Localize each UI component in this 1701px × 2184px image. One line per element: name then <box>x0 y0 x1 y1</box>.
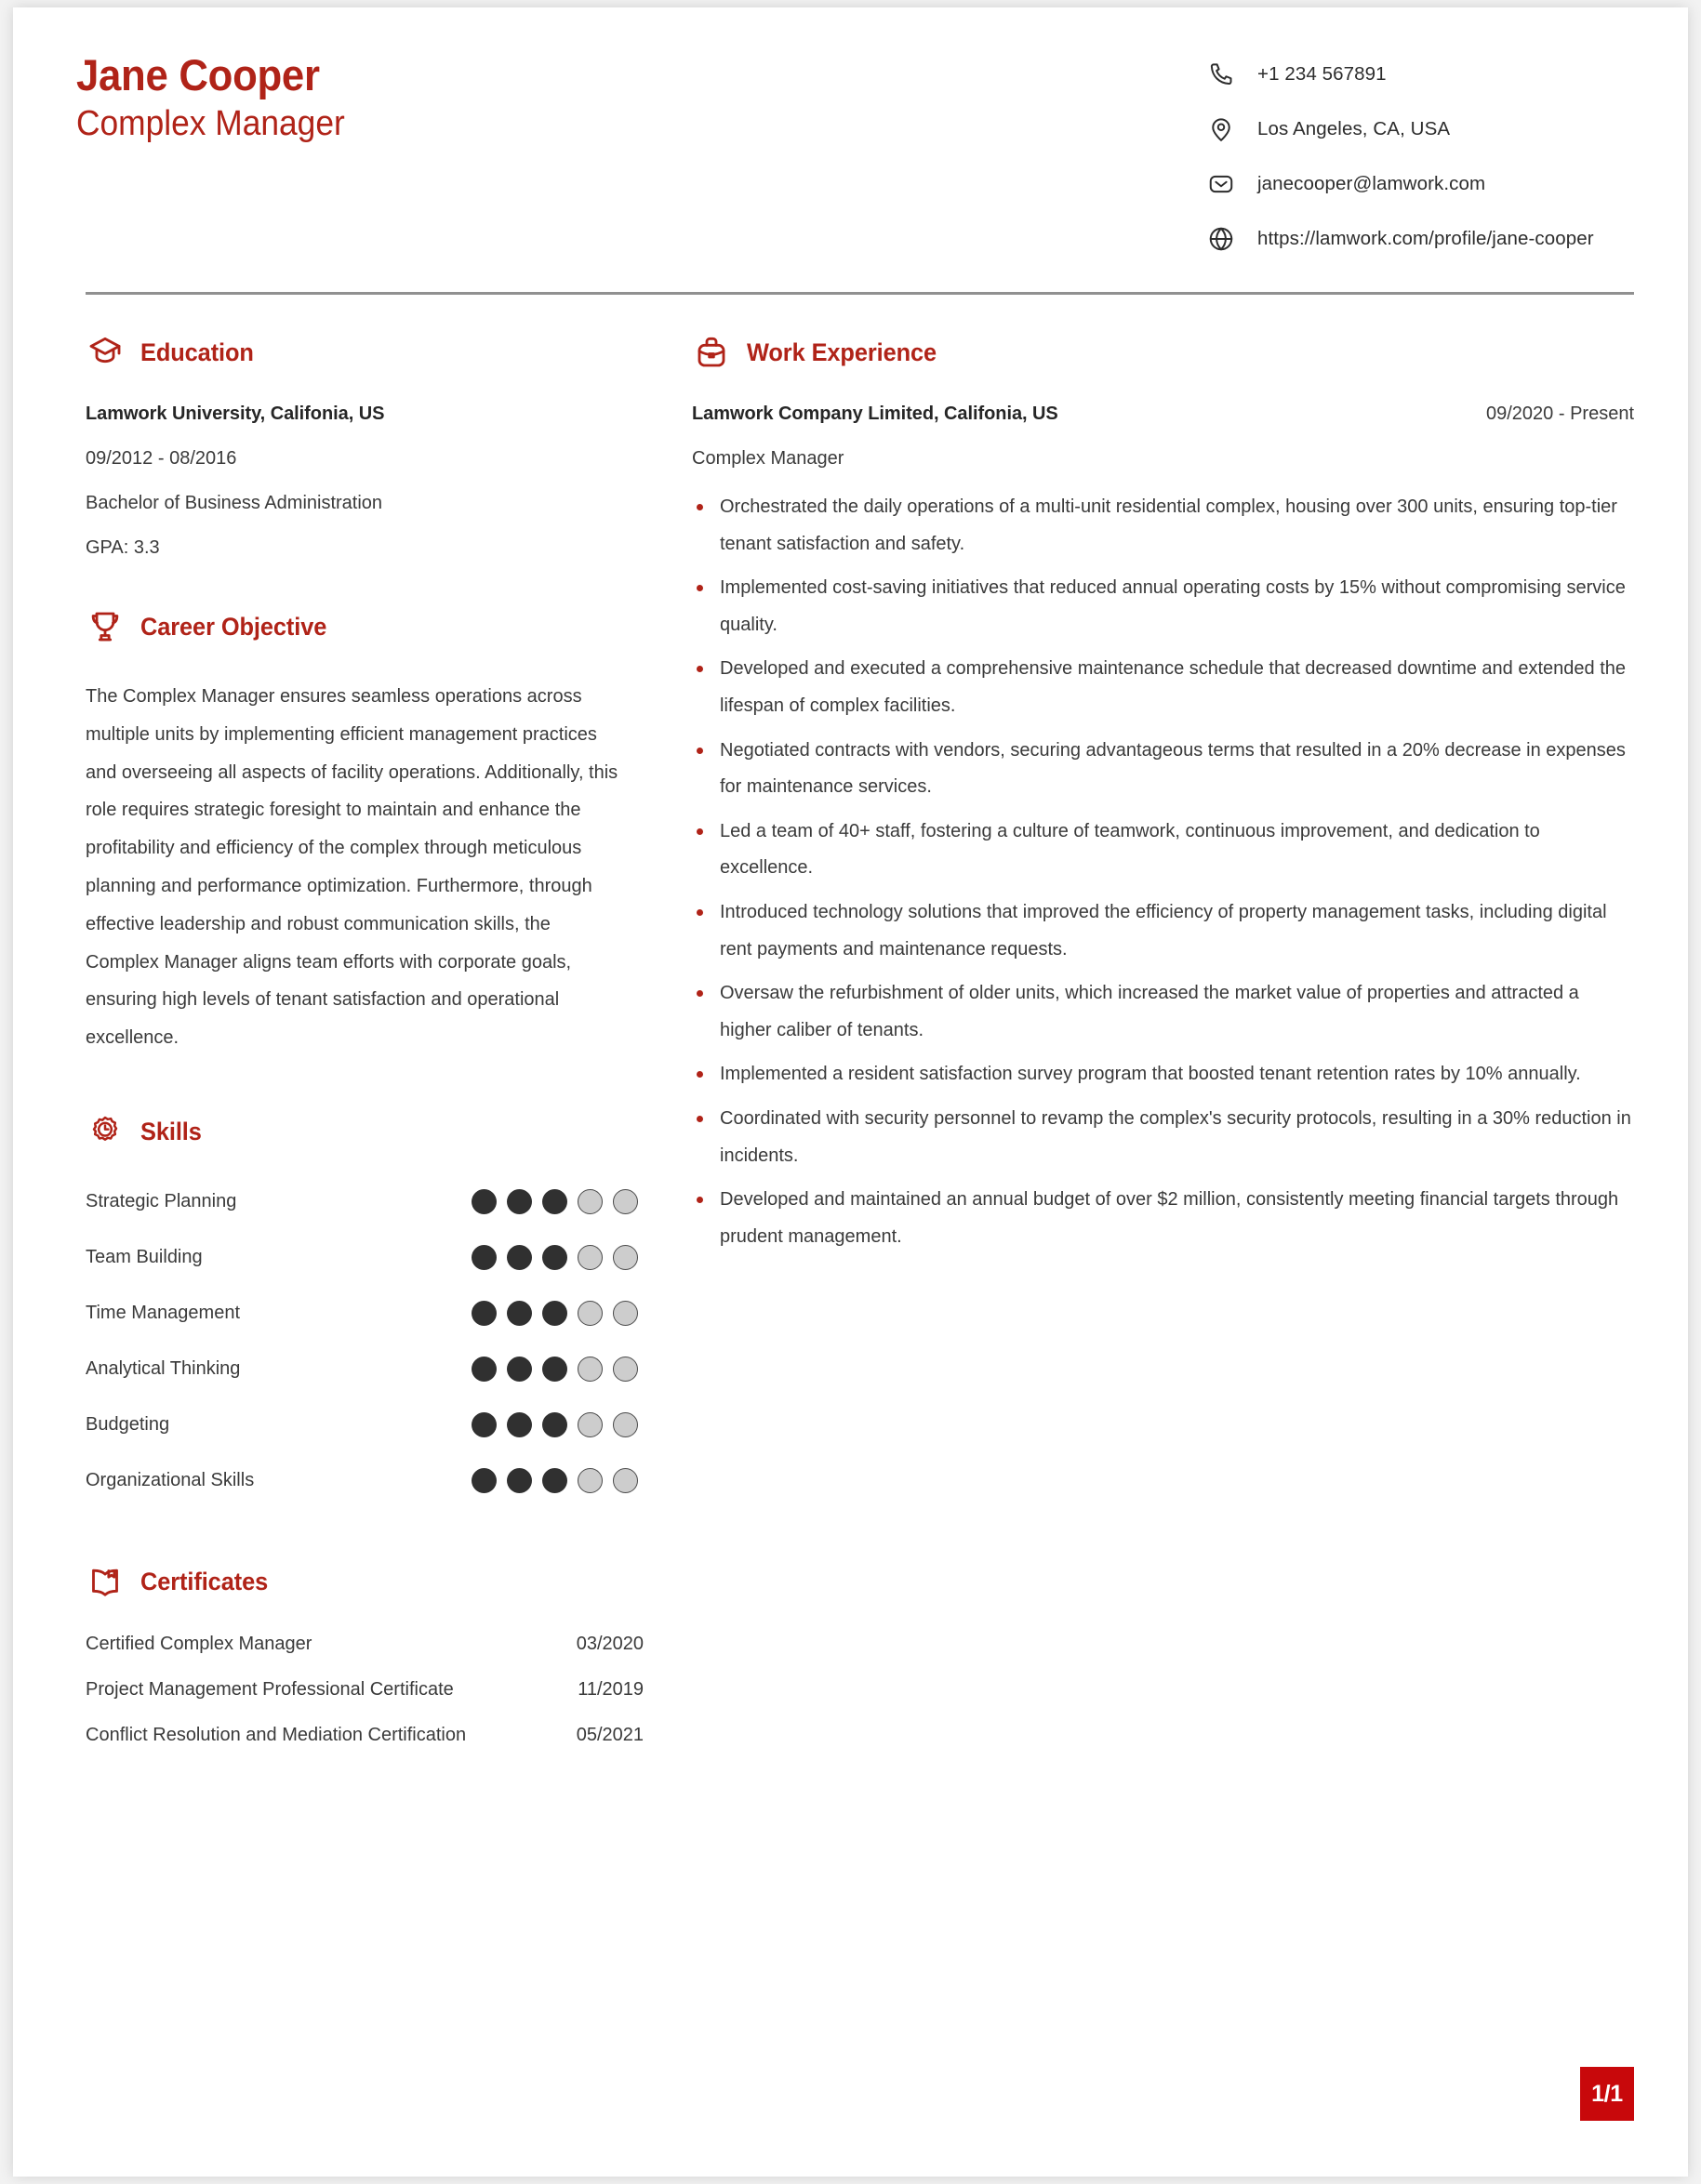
trophy-icon <box>86 607 125 646</box>
certificate-name: Certified Complex Manager <box>86 1633 312 1654</box>
job-bullet: Implemented a resident satisfaction survey program that boosted tenant retention rates by 10% annually. <box>692 1056 1634 1093</box>
job-entry <box>692 404 1634 1255</box>
certificate-row <box>86 1725 644 1746</box>
work-experience-title: Work Experience <box>747 338 937 366</box>
education-school: Lamwork University, Califonia, US <box>86 404 385 424</box>
location-pin-icon <box>1206 114 1236 144</box>
rating-dot <box>578 1468 603 1493</box>
section-education <box>86 333 644 559</box>
contact-website[interactable] <box>1206 220 1634 258</box>
globe-icon <box>1206 224 1236 254</box>
skill-name: Budgeting <box>86 1414 170 1436</box>
job-bullet-list <box>692 489 1634 1255</box>
website-value: https://lamwork.com/profile/jane-cooper <box>1257 228 1594 249</box>
skill-rating <box>472 1412 638 1437</box>
location-value: Los Angeles, CA, USA <box>1257 118 1451 139</box>
header-divider <box>86 292 1634 295</box>
rating-dot <box>507 1301 532 1326</box>
section-work-experience <box>692 333 1634 1255</box>
open-book-icon <box>86 1563 125 1602</box>
briefcase-icon <box>692 333 731 372</box>
education-gpa: GPA: 3.3 <box>86 537 160 558</box>
rating-dot <box>507 1357 532 1382</box>
certificates-heading <box>86 1563 644 1602</box>
certificate-name: Project Management Professional Certificate <box>86 1678 454 1700</box>
identity-block <box>76 52 365 143</box>
candidate-job-title: Complex Manager <box>76 104 345 144</box>
rating-dot <box>613 1189 638 1214</box>
job-bullet: Led a team of 40+ staff, fostering a culture of teamwork, continuous improvement, and dedication to excellence. <box>692 814 1634 887</box>
rating-dot <box>542 1412 567 1437</box>
skill-row <box>86 1351 644 1388</box>
skill-rating <box>472 1468 638 1493</box>
candidate-name: Jane Cooper <box>76 50 320 99</box>
rating-dot <box>507 1245 532 1270</box>
certificate-row <box>86 1634 644 1655</box>
education-title: Education <box>140 338 254 366</box>
job-bullet: Oversaw the refurbishment of older units, which increased the market value of properties and attracted a higher caliber of tenants. <box>692 975 1634 1049</box>
email-value: janecooper@lamwork.com <box>1257 173 1486 194</box>
education-degree: Bachelor of Business Administration <box>86 493 383 513</box>
work-experience-heading <box>692 333 1634 372</box>
skill-row <box>86 1407 644 1444</box>
rating-dot <box>542 1301 567 1326</box>
job-dates: 09/2020 - Present <box>1486 404 1634 424</box>
contact-list <box>1206 56 1634 258</box>
rating-dot <box>613 1468 638 1493</box>
contact-phone[interactable] <box>1206 56 1634 93</box>
job-bullet: Implemented cost-saving initiatives that reduced annual operating costs by 15% without compromising service quality. <box>692 570 1634 643</box>
skill-rating <box>472 1357 638 1382</box>
rating-dot <box>613 1412 638 1437</box>
rating-dot <box>578 1412 603 1437</box>
contact-email[interactable] <box>1206 165 1634 203</box>
skill-name: Organizational Skills <box>86 1470 255 1491</box>
rating-dot <box>472 1412 497 1437</box>
rating-dot <box>542 1189 567 1214</box>
rating-dot <box>542 1468 567 1493</box>
rating-dot <box>472 1189 497 1214</box>
career-objective-title: Career Objective <box>140 612 327 641</box>
job-role: Complex Manager <box>692 448 844 469</box>
rating-dot <box>507 1412 532 1437</box>
certificate-date: 03/2020 <box>576 1633 644 1654</box>
education-dates: 09/2012 - 08/2016 <box>86 448 237 469</box>
rating-dot <box>578 1245 603 1270</box>
rating-dot <box>613 1301 638 1326</box>
rating-dot <box>613 1245 638 1270</box>
rating-dot <box>613 1357 638 1382</box>
skill-name: Analytical Thinking <box>86 1358 241 1380</box>
skill-rating <box>472 1189 638 1214</box>
rating-dot <box>507 1468 532 1493</box>
rating-dot <box>472 1357 497 1382</box>
job-bullet: Negotiated contracts with vendors, securing advantageous terms that resulted in a 20% decrease in expenses for maintenance services. <box>692 733 1634 806</box>
certificates-title: Certificates <box>140 1568 269 1596</box>
rating-dot <box>472 1245 497 1270</box>
rating-dot <box>472 1468 497 1493</box>
section-career-objective <box>86 607 644 1057</box>
certificate-date: 11/2019 <box>578 1678 644 1700</box>
skill-row <box>86 1463 644 1500</box>
skill-name: Team Building <box>86 1247 203 1268</box>
skill-rating <box>472 1245 638 1270</box>
job-bullet: Introduced technology solutions that improved the efficiency of property management tasks, including digital rent payments and maintenance requests. <box>692 894 1634 968</box>
career-objective-heading <box>86 607 644 646</box>
career-objective-text: The Complex Manager ensures seamless operations across multiple units by implementing efficient management practices and overseeing all aspects of facility operations. Additionally, this role requires strategic foresight to maintain and enhance the profitability and efficiency of the complex through meticulous planning and performance optimization. Furthermore, through effective leadership and robust communication skills, the Complex Manager aligns team efforts with corporate goals, ensuring high levels of tenant satisfaction and operational excellence. <box>86 686 618 1049</box>
left-column <box>86 333 644 1746</box>
job-header <box>692 404 1634 425</box>
skill-row <box>86 1295 644 1332</box>
job-bullet: Developed and executed a comprehensive maintenance schedule that decreased downtime and extended the lifespan of complex facilities. <box>692 651 1634 724</box>
job-bullet: Orchestrated the daily operations of a multi-unit residential complex, housing over 300 units, ensuring top-tier tenant satisfaction and safety. <box>692 489 1634 563</box>
education-heading <box>86 333 644 372</box>
resume-document <box>13 7 1688 2177</box>
rating-dot <box>578 1189 603 1214</box>
skill-rating <box>472 1301 638 1326</box>
skill-name: Strategic Planning <box>86 1191 237 1212</box>
rating-dot <box>472 1301 497 1326</box>
phone-value: +1 234 567891 <box>1257 63 1387 85</box>
section-skills <box>86 1113 644 1500</box>
rating-dot <box>578 1357 603 1382</box>
rating-dot <box>542 1245 567 1270</box>
envelope-icon <box>1206 169 1236 199</box>
rating-dot <box>578 1301 603 1326</box>
rating-dot <box>542 1357 567 1382</box>
rating-dot <box>507 1189 532 1214</box>
page-indicator-badge: 1/1 <box>1580 2067 1634 2121</box>
certificates-list <box>86 1634 644 1746</box>
certificate-name: Conflict Resolution and Mediation Certification <box>86 1724 467 1745</box>
skill-row <box>86 1184 644 1221</box>
gear-clock-icon <box>86 1113 125 1152</box>
contact-location[interactable] <box>1206 111 1634 148</box>
skills-heading <box>86 1113 644 1152</box>
job-company: Lamwork Company Limited, Califonia, US <box>692 404 1058 424</box>
graduation-cap-icon <box>86 333 125 372</box>
right-column <box>692 333 1634 1255</box>
skills-list <box>86 1184 644 1500</box>
skills-title: Skills <box>140 1118 202 1146</box>
job-bullet: Coordinated with security personnel to revamp the complex's security protocols, resulting in a 30% reduction in incidents. <box>692 1101 1634 1174</box>
certificate-date: 05/2021 <box>576 1724 644 1745</box>
resume-header <box>76 52 1634 247</box>
skill-name: Time Management <box>86 1303 240 1324</box>
skill-row <box>86 1239 644 1277</box>
phone-icon <box>1206 60 1236 89</box>
job-bullet: Developed and maintained an annual budget of over $2 million, consistently meeting financial targets through prudent management. <box>692 1182 1634 1255</box>
certificate-row <box>86 1679 644 1701</box>
resume-page-card <box>13 7 1688 2177</box>
section-certificates <box>86 1563 644 1746</box>
